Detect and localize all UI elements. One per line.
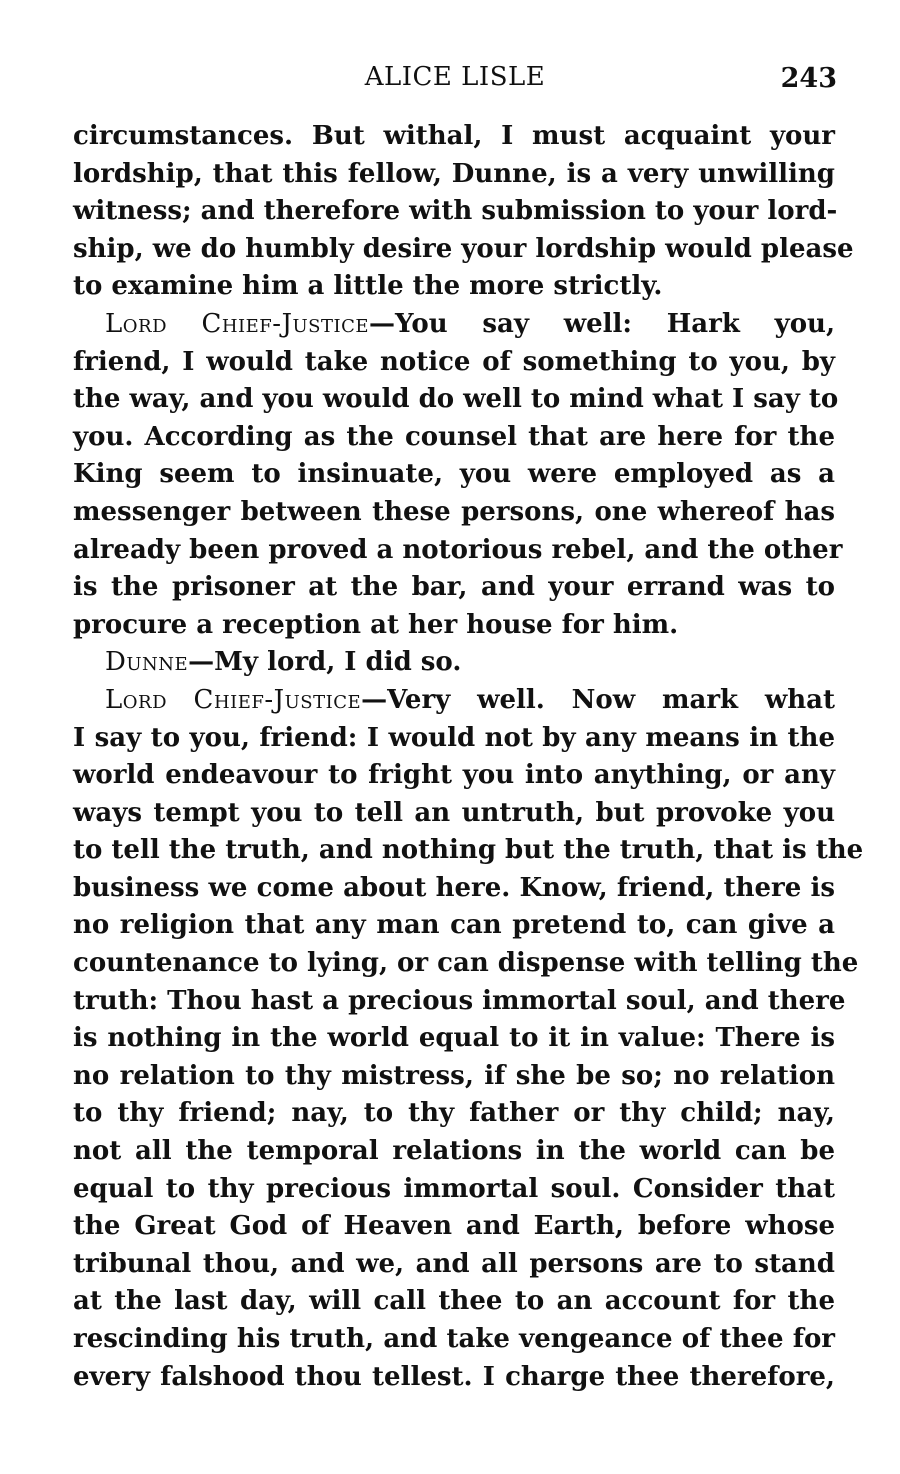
paragraph-lord-chief-justice	[73, 682, 864, 1396]
text-line: circumstances. But withal, I must acquaint your	[73, 121, 835, 151]
text-line	[73, 644, 835, 682]
text-line: you. According as the counsel that are here for the	[73, 421, 835, 452]
text-line: countenance to lying, or can dispense with telling the	[73, 948, 859, 979]
speaker-name: Lord Chief-Justice	[105, 684, 362, 715]
text-line: lordship, that this fellow, Dunne, is a very unwilling	[73, 158, 835, 189]
text-line: ways tempt you to tell an untruth, but provoke you	[73, 797, 835, 828]
text-line: rescinding his truth, and take vengeance of thee for	[73, 1324, 835, 1354]
text-line	[73, 682, 835, 720]
text-line: witness; and therefore with submission to your lord-	[73, 196, 838, 227]
text-line: truth: Thou hast a precious immortal soul, and there	[73, 985, 846, 1016]
speaker-name: Lord Chief-Justice	[105, 308, 370, 339]
text-line: at the last day, will call thee to an account for the	[73, 1286, 835, 1317]
text-line: procure a reception at her house for him.	[73, 609, 679, 640]
text-line: business we come about here. Know, friend, there is	[73, 872, 835, 903]
text-line: I say to you, friend: I would not by any means in the	[73, 722, 835, 753]
speech-text: —My lord, I did so.	[188, 647, 462, 678]
text-line: not all the temporal relations in the world can be	[73, 1136, 835, 1167]
text-line: ship, we do humbly desire your lordship would please	[73, 233, 854, 264]
text-line: to tell the truth, and nothing but the truth, that is the	[73, 835, 864, 866]
paragraph-continuation	[73, 118, 854, 306]
text-line: to examine him a little the more strictly.	[73, 271, 663, 302]
text-line: is the prisoner at the bar, and your errand was to	[73, 572, 835, 603]
paragraph-lord-chief-justice	[73, 306, 843, 644]
text-line: no religion that any man can pretend to, can give a	[73, 910, 835, 941]
text-line: tribunal thou, and we, and all persons are to stand	[73, 1248, 835, 1279]
text-line: is nothing in the world equal to it in value: There is	[73, 1023, 835, 1054]
paragraph-dunne	[73, 644, 835, 682]
text-line: King seem to insinuate, you were employed as a	[73, 459, 835, 490]
speaker-name: Dunne	[105, 647, 189, 678]
page-number: 243	[780, 63, 837, 94]
text-line: equal to thy precious immortal soul. Consider that	[73, 1173, 835, 1204]
speech-text: —Very well. Now mark what	[361, 684, 835, 715]
running-head	[73, 62, 837, 96]
speech-text: —You say well: Hark you,	[369, 308, 835, 339]
running-title: ALICE LISLE	[364, 62, 546, 92]
body-text	[73, 118, 864, 1396]
text-line: already been proved a notorious rebel, and the other	[73, 534, 843, 565]
text-line: every falshood thou tellest. I charge thee therefore,	[73, 1361, 835, 1392]
text-line: the way, and you would do well to mind what I say to	[73, 384, 839, 415]
text-line: friend, I would take notice of something to you, by	[73, 346, 835, 377]
text-line: to thy friend; nay, to thy father or thy child; nay,	[73, 1098, 835, 1129]
text-line: no relation to thy mistress, if she be so; no relation	[73, 1060, 835, 1091]
text-line: world endeavour to fright you into anything, or any	[73, 760, 835, 791]
text-line: messenger between these persons, one whereof has	[73, 496, 835, 527]
text-line: the Great God of Heaven and Earth, before whose	[73, 1211, 835, 1242]
text-line	[73, 306, 835, 344]
